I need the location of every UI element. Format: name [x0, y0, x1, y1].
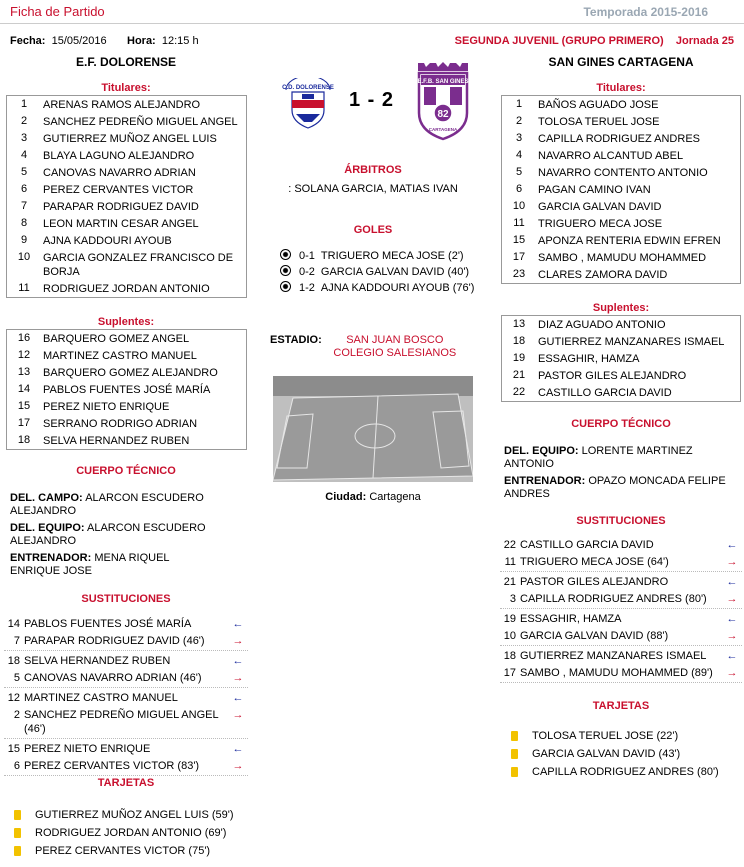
sub-out-number: 5 — [13, 671, 20, 684]
away-titular-player-row[interactable] — [502, 147, 740, 164]
away-cards-list — [511, 727, 739, 781]
yellow-card-icon — [511, 731, 518, 741]
away-crest-number: 82 — [437, 109, 449, 120]
sub-in-row — [500, 610, 742, 627]
sub-out-name[interactable]: SAMBO , MAMUDU MOHAMMED (89') — [520, 666, 713, 679]
player-name[interactable]: TOLOSA TERUEL JOSE — [538, 115, 660, 128]
arrow-right-icon: → — [726, 666, 738, 679]
player-number: 15 — [17, 400, 31, 412]
goal-scorer[interactable]: AJNA KADDOURI AYOUB (76') — [320, 282, 475, 294]
away-titular-player-row[interactable] — [502, 96, 740, 113]
jornada: Jornada 25 — [675, 35, 734, 47]
arrow-left-icon: ← — [726, 612, 738, 625]
home-crest-text: C.D. DOLORENSE — [282, 85, 334, 91]
page-title: Ficha de Partido — [10, 4, 105, 19]
match-date — [10, 35, 107, 47]
sub-out-name[interactable]: CANOVAS NAVARRO ADRIAN (46') — [24, 671, 202, 684]
away-crest-text-bottom: CARTAGENA — [428, 127, 458, 132]
staff-name: ALARCON ESCUDERO ALEJANDRO — [10, 492, 204, 517]
yellow-card-icon — [14, 810, 21, 820]
player-number: 7 — [20, 200, 28, 212]
away-subs-list — [500, 535, 742, 683]
yellow-card-icon — [511, 767, 518, 777]
away-titular-player-row[interactable] — [502, 266, 740, 283]
sub-in-name[interactable]: SELVA HERNANDEZ RUBEN — [24, 654, 171, 667]
staff-name: ALARCON ESCUDERO ALEJANDRO — [10, 522, 206, 547]
sub-out-number: 17 — [503, 666, 516, 679]
player-name[interactable]: PASTOR GILES ALEJANDRO — [538, 369, 687, 382]
player-name[interactable]: AJNA KADDOURI AYOUB — [43, 234, 172, 247]
player-name[interactable]: CANOVAS NAVARRO ADRIAN — [43, 166, 196, 179]
away-suplentes-list — [501, 315, 741, 402]
sub-in-number: 18 — [7, 654, 20, 667]
sub-in-row — [500, 536, 742, 553]
sub-out-row — [4, 706, 248, 737]
sub-in-row — [4, 652, 248, 669]
card-player[interactable]: PEREZ CERVANTES VICTOR (75') — [35, 845, 211, 857]
away-titular-player-row[interactable] — [502, 249, 740, 266]
sub-out-number: 6 — [13, 759, 20, 772]
stadium-label: ESTADIO: — [270, 334, 322, 346]
home-cards-list — [14, 806, 244, 860]
home-suplente-player-row[interactable] — [7, 364, 246, 381]
player-name[interactable]: GUTIERREZ MANZANARES ISMAEL — [538, 335, 725, 348]
time-value: 12:15 h — [161, 35, 199, 47]
arrow-right-icon: → — [726, 592, 738, 605]
goal-score: 1-2 — [299, 282, 315, 294]
arrow-right-icon: → — [232, 708, 244, 721]
goles-title: GOLES — [353, 224, 393, 236]
arrow-left-icon: ← — [726, 649, 738, 662]
home-titular-player-row[interactable] — [7, 96, 246, 113]
sub-out-row — [4, 669, 248, 686]
home-suplente-player-row[interactable] — [7, 330, 246, 347]
player-number: 10 — [512, 200, 526, 212]
home-team-name: E.F. DOLORENSE — [75, 55, 176, 69]
away-staff-title: CUERPO TÉCNICO — [571, 418, 671, 430]
home-crest — [282, 78, 334, 130]
home-suplente-player-row[interactable] — [7, 347, 246, 364]
staff-entry — [10, 522, 215, 548]
player-number: 11 — [513, 217, 525, 229]
staff-role: DEL. EQUIPO: — [504, 445, 579, 457]
yellow-card-icon — [14, 828, 21, 838]
player-name[interactable]: APONZA RENTERIA EDWIN EFREN — [538, 234, 721, 247]
card-player[interactable]: TOLOSA TERUEL JOSE (22') — [532, 730, 679, 742]
player-number: 2 — [515, 115, 523, 127]
staff-entry — [504, 475, 729, 501]
player-name[interactable]: DIAZ AGUADO ANTONIO — [538, 318, 666, 331]
arrow-right-icon: → — [232, 671, 244, 684]
card-entry — [511, 727, 739, 745]
soccer-ball-icon — [280, 281, 291, 292]
home-suplentes-list — [6, 329, 247, 450]
sub-out-row — [500, 664, 742, 681]
goal-scorer[interactable]: TRIGUERO MECA JOSE (2') — [320, 250, 464, 262]
player-name[interactable]: SERRANO RODRIGO ADRIAN — [43, 417, 198, 430]
player-name[interactable]: BAÑOS AGUADO JOSE — [538, 98, 659, 111]
player-name[interactable]: PABLOS FUENTES JOSÉ MARÍA — [43, 383, 211, 396]
sub-out-name[interactable]: PARAPAR RODRIGUEZ DAVID (46') — [24, 634, 205, 647]
player-number: 1 — [515, 98, 523, 110]
away-suplente-player-row[interactable] — [502, 316, 740, 333]
arrow-right-icon: → — [726, 629, 738, 642]
sub-out-row — [4, 632, 248, 649]
goals-list — [280, 248, 480, 296]
stadium-name[interactable]: SAN JUAN BOSCO COLEGIO SALESIANOS — [333, 334, 457, 359]
player-number: 16 — [17, 332, 31, 344]
competition-info — [455, 35, 734, 47]
substitution — [500, 535, 742, 572]
player-name[interactable]: SANCHEZ PEDREÑO MIGUEL ANGEL — [43, 115, 238, 128]
card-player[interactable]: RODRIGUEZ JORDAN ANTONIO (69') — [35, 827, 227, 839]
player-number: 23 — [512, 268, 526, 280]
player-name[interactable]: PEREZ NIETO ENRIQUE — [43, 400, 170, 413]
sub-out-row — [500, 590, 742, 607]
sub-in-name[interactable]: PASTOR GILES ALEJANDRO — [520, 575, 669, 588]
player-name[interactable]: RODRIGUEZ JORDAN ANTONIO — [43, 282, 210, 295]
player-number: 6 — [515, 183, 523, 195]
arrow-left-icon: ← — [232, 654, 244, 667]
arrow-left-icon: ← — [726, 538, 738, 551]
arrow-left-icon: ← — [232, 742, 244, 755]
player-number: 17 — [512, 251, 526, 263]
player-number: 3 — [20, 132, 28, 144]
player-name[interactable]: MARTINEZ CASTRO MANUEL — [43, 349, 197, 362]
substitution — [500, 646, 742, 683]
sub-in-row — [500, 647, 742, 664]
substitution — [500, 609, 742, 646]
staff-entry — [10, 492, 215, 518]
player-number: 19 — [512, 352, 526, 364]
card-entry — [511, 763, 739, 781]
sub-out-name[interactable]: SANCHEZ PEDREÑO MIGUEL ANGEL (46') — [24, 708, 219, 735]
player-number: 9 — [20, 234, 28, 246]
player-number: 18 — [17, 434, 31, 446]
sub-in-number: 22 — [503, 538, 516, 551]
competition-name: SEGUNDA JUVENIL (GRUPO PRIMERO) — [454, 35, 664, 47]
city-label: Ciudad: — [325, 491, 367, 503]
player-name[interactable]: PAGAN CAMINO IVAN — [538, 183, 651, 196]
date-label: Fecha: — [10, 35, 46, 47]
player-name[interactable]: BARQUERO GOMEZ ALEJANDRO — [43, 366, 218, 379]
staff-entry — [10, 552, 215, 578]
substitution — [4, 651, 248, 688]
home-titulares-title: Titulares: — [101, 82, 151, 94]
goal-entry — [280, 264, 480, 280]
sub-in-number: 12 — [7, 691, 20, 704]
home-titular-player-row[interactable] — [7, 147, 246, 164]
sub-out-number: 11 — [504, 555, 516, 568]
player-name[interactable]: CASTILLO GARCIA DAVID — [538, 386, 672, 399]
arrow-right-icon: → — [232, 759, 244, 772]
player-name[interactable]: GARCIA GALVAN DAVID — [538, 200, 662, 213]
home-titulares-list — [6, 95, 247, 298]
player-name[interactable]: ESSAGHIR, HAMZA — [538, 352, 640, 365]
sub-in-name[interactable]: GUTIERREZ MANZANARES ISMAEL — [520, 649, 707, 662]
away-titular-player-row[interactable] — [502, 130, 740, 147]
player-name[interactable]: PEREZ CERVANTES VICTOR — [43, 183, 194, 196]
staff-name: OPAZO MONCADA FELIPE ANDRES — [504, 475, 726, 500]
referee-name: : SOLANA GARCIA, MATIAS IVAN — [288, 183, 458, 195]
away-team-name: SAN GINES CARTAGENA — [548, 55, 694, 69]
yellow-card-icon — [511, 749, 518, 759]
away-titular-player-row[interactable] — [502, 164, 740, 181]
home-titular-player-row[interactable] — [7, 232, 246, 249]
away-suplente-player-row[interactable] — [502, 333, 740, 350]
player-name[interactable]: SELVA HERNANDEZ RUBEN — [43, 434, 190, 447]
player-number: 4 — [515, 149, 523, 161]
away-titular-player-row[interactable] — [502, 181, 740, 198]
soccer-ball-icon — [280, 265, 291, 276]
sub-out-number: 2 — [13, 708, 20, 721]
sub-in-row — [4, 740, 248, 757]
arbitros-title: ÁRBITROS — [344, 164, 402, 176]
header-bar — [0, 0, 744, 24]
staff-role: ENTRENADOR: — [504, 475, 586, 487]
staff-name: MENA RIQUEL ENRIQUE JOSE — [10, 552, 170, 577]
player-number: 5 — [515, 166, 523, 178]
sub-in-name[interactable]: CASTILLO GARCIA DAVID — [520, 538, 654, 551]
player-number: 6 — [20, 183, 28, 195]
sub-out-row — [500, 553, 742, 570]
player-number: 18 — [512, 335, 526, 347]
away-titular-player-row[interactable] — [502, 198, 740, 215]
player-name[interactable]: GUTIERREZ MUÑOZ ANGEL LUIS — [43, 132, 217, 145]
away-titular-player-row[interactable] — [502, 232, 740, 249]
staff-role: ENTRENADOR: — [10, 552, 92, 564]
player-number: 2 — [20, 115, 28, 127]
player-number: 21 — [512, 369, 526, 381]
player-number: 22 — [512, 386, 526, 398]
away-titular-player-row[interactable] — [502, 215, 740, 232]
player-number: 13 — [17, 366, 31, 378]
away-subs-title: SUSTITUCIONES — [576, 515, 666, 527]
home-titular-player-row[interactable] — [7, 181, 246, 198]
player-name[interactable]: CAPILLA RODRIGUEZ ANDRES — [538, 132, 700, 145]
away-cards-title: TARJETAS — [592, 700, 650, 712]
player-name[interactable]: PARAPAR RODRIGUEZ DAVID — [43, 200, 199, 213]
arrow-left-icon: ← — [232, 617, 244, 630]
goal-entry — [280, 248, 480, 264]
substitution — [500, 572, 742, 609]
player-name[interactable]: NAVARRO ALCANTUD ABEL — [538, 149, 684, 162]
arrow-left-icon: ← — [232, 691, 244, 704]
home-suplente-player-row[interactable] — [7, 415, 246, 432]
home-titular-player-row[interactable] — [7, 249, 246, 280]
staff-role: DEL. EQUIPO: — [10, 522, 85, 534]
substitution — [4, 688, 248, 739]
arrow-left-icon: ← — [726, 575, 738, 588]
sub-in-number: 19 — [503, 612, 516, 625]
player-number: 3 — [515, 132, 523, 144]
away-staff-list — [504, 445, 729, 505]
home-titular-player-row[interactable] — [7, 280, 246, 297]
player-number: 15 — [512, 234, 526, 246]
season-label[interactable]: Temporada 2015-2016 — [583, 5, 708, 19]
sub-in-number: 14 — [7, 617, 20, 630]
player-name[interactable]: NAVARRO CONTENTO ANTONIO — [538, 166, 708, 179]
sub-out-name[interactable]: CAPILLA RODRIGUEZ ANDRES (80') — [520, 592, 707, 605]
city-value: Cartagena — [369, 491, 421, 503]
home-suplente-player-row[interactable] — [7, 398, 246, 415]
sub-in-number: 15 — [7, 742, 20, 755]
card-player[interactable]: GARCIA GALVAN DAVID (43') — [532, 748, 681, 760]
match-score: 1 - 2 — [349, 89, 395, 111]
player-name[interactable]: TRIGUERO MECA JOSE — [538, 217, 663, 230]
sub-out-row — [500, 627, 742, 644]
sub-out-name[interactable]: GARCIA GALVAN DAVID (88') — [520, 629, 669, 642]
stadium-info — [270, 334, 480, 360]
goal-scorer[interactable]: GARCIA GALVAN DAVID (40') — [320, 266, 470, 278]
card-player[interactable]: GUTIERREZ MUÑOZ ANGEL LUIS (59') — [35, 809, 234, 821]
arrow-right-icon: → — [726, 555, 738, 568]
player-name[interactable]: ARENAS RAMOS ALEJANDRO — [43, 98, 201, 111]
away-titulares-list — [501, 95, 741, 284]
goal-entry — [280, 280, 480, 296]
player-name[interactable]: LEON MARTIN CESAR ANGEL — [43, 217, 199, 230]
sub-out-number: 7 — [13, 634, 20, 647]
away-suplente-player-row[interactable] — [502, 367, 740, 384]
sub-out-row — [4, 757, 248, 774]
home-titular-player-row[interactable] — [7, 113, 246, 130]
match-time — [127, 35, 199, 47]
card-player[interactable]: CAPILLA RODRIGUEZ ANDRES (80') — [532, 766, 719, 778]
player-name[interactable]: SAMBO , MAMUDU MOHAMMED — [538, 251, 707, 264]
staff-entry — [504, 445, 729, 471]
player-number: 8 — [20, 217, 28, 229]
home-staff-list — [10, 492, 215, 582]
away-suplente-player-row[interactable] — [502, 350, 740, 367]
sub-out-number: 3 — [509, 592, 516, 605]
away-crest — [416, 61, 470, 141]
card-entry — [14, 806, 244, 824]
substitution — [4, 739, 248, 776]
card-entry — [14, 824, 244, 842]
player-number: 5 — [20, 166, 28, 178]
stadium-photo — [273, 376, 473, 482]
player-name[interactable]: BLAYA LAGUNO ALEJANDRO — [43, 149, 195, 162]
sub-in-name[interactable]: MARTINEZ CASTRO MANUEL — [24, 691, 178, 704]
home-cards-title: TARJETAS — [97, 777, 155, 789]
card-entry — [511, 745, 739, 763]
player-name[interactable]: GARCIA GONZALEZ FRANCISCO DE BORJA — [43, 251, 234, 278]
sub-in-number: 21 — [503, 575, 516, 588]
player-number: 11 — [18, 282, 30, 294]
sub-in-number: 18 — [503, 649, 516, 662]
time-label: Hora: — [127, 35, 156, 47]
home-titular-player-row[interactable] — [7, 215, 246, 232]
player-name[interactable]: BARQUERO GOMEZ ANGEL — [43, 332, 190, 345]
sub-in-row — [4, 615, 248, 632]
substitution — [4, 614, 248, 651]
sub-in-name[interactable]: ESSAGHIR, HAMZA — [520, 612, 622, 625]
soccer-ball-icon — [280, 249, 291, 260]
sub-in-row — [4, 689, 248, 706]
away-suplente-player-row[interactable] — [502, 384, 740, 401]
player-number: 14 — [17, 383, 31, 395]
goal-score: 0-1 — [299, 250, 315, 262]
home-subs-list — [4, 614, 248, 776]
player-name[interactable]: CLARES ZAMORA DAVID — [538, 268, 668, 281]
home-titular-player-row[interactable] — [7, 164, 246, 181]
sub-out-name[interactable]: PEREZ CERVANTES VICTOR (83') — [24, 759, 200, 772]
sub-in-name[interactable]: PEREZ NIETO ENRIQUE — [24, 742, 151, 755]
sub-in-name[interactable]: PABLOS FUENTES JOSÉ MARÍA — [24, 617, 192, 630]
away-crest-text-top: E.F.B. SAN GINES — [417, 79, 469, 85]
player-number: 17 — [17, 417, 31, 429]
home-suplentes-title: Suplentes: — [97, 316, 155, 328]
staff-name: LORENTE MARTINEZ ANTONIO — [504, 445, 693, 470]
away-titulares-title: Titulares: — [596, 82, 646, 94]
home-subs-title: SUSTITUCIONES — [81, 593, 171, 605]
player-number: 1 — [20, 98, 28, 110]
date-value: 15/05/2016 — [51, 35, 107, 47]
home-staff-title: CUERPO TÉCNICO — [76, 465, 176, 477]
sub-out-name[interactable]: TRIGUERO MECA JOSE (64') — [520, 555, 669, 568]
sub-in-row — [500, 573, 742, 590]
home-suplente-player-row[interactable] — [7, 381, 246, 398]
goal-score: 0-2 — [299, 266, 315, 278]
away-suplentes-title: Suplentes: — [592, 302, 650, 314]
sub-out-number: 10 — [503, 629, 516, 642]
yellow-card-icon — [14, 846, 21, 856]
player-number: 10 — [17, 251, 31, 263]
staff-role: DEL. CAMPO: — [10, 492, 83, 504]
home-titular-player-row[interactable] — [7, 130, 246, 147]
arrow-right-icon: → — [232, 634, 244, 647]
home-titular-player-row[interactable] — [7, 198, 246, 215]
home-suplente-player-row[interactable] — [7, 432, 246, 449]
city-info — [270, 491, 476, 503]
player-number: 13 — [512, 318, 526, 330]
card-entry — [14, 842, 244, 860]
player-number: 12 — [17, 349, 31, 361]
away-titular-player-row[interactable] — [502, 113, 740, 130]
player-number: 4 — [20, 149, 28, 161]
